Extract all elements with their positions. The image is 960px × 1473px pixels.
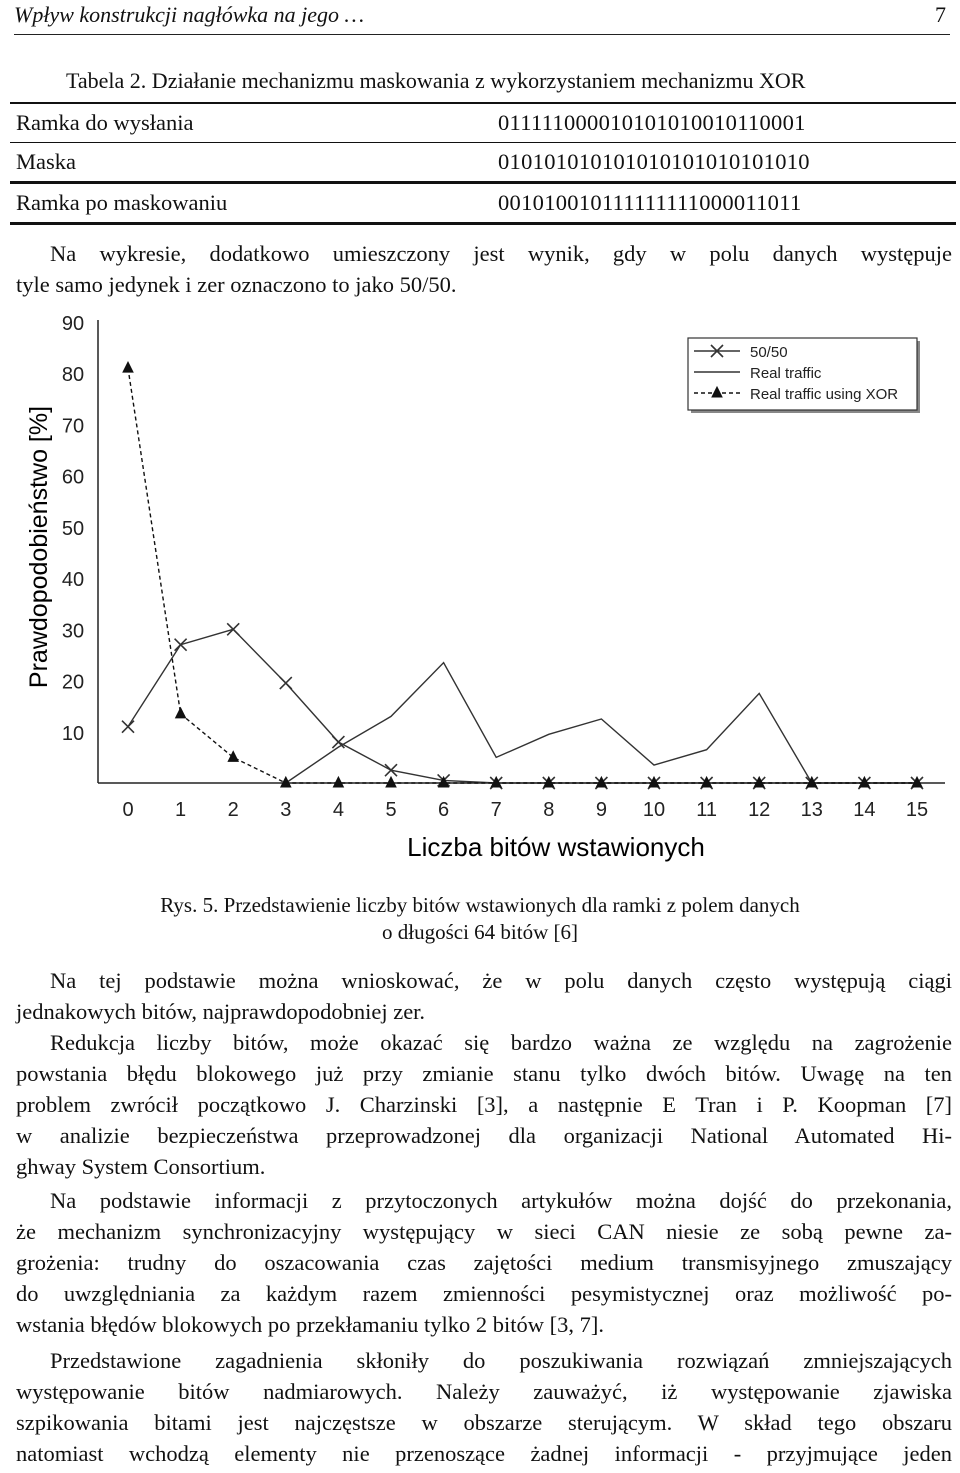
paragraph-line: Redukcja liczby bitów, może okazać się bardzo ważna ze względu na zagrożenie	[50, 1030, 952, 1055]
bit-stuffing-chart	[0, 300, 960, 868]
body-paragraph	[16, 965, 952, 1027]
x-tick-label: 3	[280, 799, 292, 821]
x-tick-label: 10	[642, 799, 666, 821]
y-tick-label: 70	[61, 415, 85, 438]
legend-label: 50/50	[750, 344, 788, 361]
legend-label: Real traffic	[750, 365, 822, 382]
y-tick-label: 80	[61, 364, 85, 387]
paragraph-line: powstania błędu blokowego już przy zmianie stanu tylko dwóch bitów. Uwagę na ten	[16, 1061, 952, 1086]
table-row-label: Ramka do wysłania	[16, 110, 194, 135]
data-point-triangle	[123, 362, 133, 372]
paragraph-line: występowanie bitów nadmiarowych. Należy zauważyć, iż występowanie zjawiska	[16, 1379, 952, 1404]
x-axis-label: Liczba bitów wstawionych	[407, 832, 705, 862]
data-point-x	[122, 721, 134, 733]
table-row-label: Maska	[16, 149, 76, 174]
table-row	[10, 143, 956, 184]
x-tick-label: 12	[748, 799, 771, 821]
figure-caption-line: Rys. 5. Przedstawienie liczby bitów wstawionych dla ramki z polem danych	[160, 893, 800, 917]
figure-caption	[0, 892, 960, 946]
paragraph-line: natomiast wchodzą elementy nie przenoszące żadnej informacji - przyjmujące jeden	[16, 1441, 952, 1466]
data-point-triangle	[439, 777, 449, 787]
running-header	[14, 0, 950, 35]
data-point-x	[280, 677, 292, 689]
y-tick-label: 30	[61, 620, 85, 643]
x-tick-label: 9	[595, 799, 607, 821]
x-tick-label: 6	[438, 799, 450, 821]
paragraph-line: Przedstawione zagadnienia skłoniły do poszukiwania rozwiązań zmniejszających	[50, 1348, 952, 1373]
x-tick-label: 2	[227, 799, 239, 821]
body-paragraph	[16, 1345, 952, 1469]
xor-masking-table	[10, 102, 956, 225]
paragraph-line: Na tej podstawie można wnioskować, że w polu danych często występują ciągi	[50, 968, 952, 993]
y-tick-label: 50	[61, 517, 85, 540]
x-tick-labels	[122, 799, 928, 821]
paragraph-line: tyle samo jedynek i zer oznaczono to jako 50/50.	[16, 272, 457, 297]
body-paragraph	[16, 1027, 952, 1182]
x-tick-label: 4	[332, 799, 344, 821]
data-point-x	[385, 764, 397, 776]
paragraph-line: problem zwrócił początkowo J. Charzinski [3], a następnie E Tran i P. Koopman [7]	[16, 1092, 952, 1117]
y-tick-label: 60	[61, 466, 85, 489]
x-tick-label: 5	[385, 799, 397, 821]
x-tick-label: 0	[122, 799, 134, 821]
table-row-value: 010101010101010101010101010	[498, 149, 810, 174]
paragraph-line: w analizie bezpieczeństwa przeprowadzonej dla organizacji National Automated Hi-	[16, 1123, 952, 1148]
paragraph-line: ghway System Consortium.	[16, 1154, 266, 1179]
legend-label: Real traffic using XOR	[750, 386, 899, 403]
y-tick-label: 10	[61, 722, 85, 745]
data-point-triangle	[228, 751, 238, 761]
series-line	[128, 368, 917, 783]
table-row-label: Ramka po maskowaniu	[16, 190, 228, 215]
running-header-title: Wpływ konstrukcji nagłówka na jego …	[14, 2, 365, 27]
series-50-50	[122, 623, 923, 789]
data-point-x	[332, 736, 344, 748]
y-tick-label: 20	[61, 671, 85, 694]
data-point-triangle	[333, 777, 343, 787]
series-real-traffic-using-xor	[123, 362, 922, 787]
chart-legend	[688, 338, 920, 413]
y-tick-labels	[62, 313, 84, 745]
page-number: 7	[935, 2, 946, 27]
paragraph-line: jednakowych bitów, najprawdopodobniej zer.	[16, 999, 426, 1024]
data-point-triangle	[386, 777, 396, 787]
data-point-x	[227, 623, 239, 635]
paragraph-line: szpikowania bitami jest najczęstsze w obszarze sterującym. W skład tego obszaru	[16, 1410, 952, 1435]
x-tick-label: 13	[800, 799, 823, 821]
x-tick-label: 14	[853, 799, 876, 821]
x-tick-label: 7	[490, 799, 502, 821]
x-tick-label: 1	[175, 799, 187, 821]
intro-paragraph	[16, 238, 952, 300]
x-tick-label: 15	[905, 799, 929, 821]
body-paragraph	[16, 1185, 952, 1340]
y-tick-label: 90	[61, 313, 85, 335]
table-row-value: 011111000010101010010110001	[498, 110, 806, 135]
y-axis-label: Prawdopodobieństwo [%]	[25, 405, 53, 689]
table-row-value: 001010010111111111000011011	[498, 190, 802, 215]
paragraph-line: Na wykresie, dodatkowo umieszczony jest wynik, gdy w polu danych występuje	[50, 241, 952, 266]
paragraph-line: do uwzględniania za każdym razem zmienności pesymistycznej oraz możliwość po-	[16, 1281, 952, 1306]
x-tick-label: 8	[543, 799, 555, 821]
figure-caption-line: o długości 64 bitów [6]	[382, 920, 578, 944]
y-tick-label: 40	[61, 569, 85, 592]
chart-series	[122, 362, 923, 789]
table-caption: Tabela 2. Działanie mechanizmu maskowania z wykorzystaniem mechanizmu XOR	[66, 68, 806, 93]
paragraph-line: Na podstawie informacji z przytoczonych artykułów można dojść do przekonania,	[50, 1188, 952, 1213]
x-tick-label: 11	[696, 799, 717, 821]
data-point-triangle	[176, 708, 186, 718]
paragraph-line: wstania błędów blokowych po przekłamaniu tylko 2 bitów [3, 7].	[16, 1312, 605, 1337]
table-row	[10, 104, 956, 143]
table-row	[10, 184, 956, 222]
paragraph-line: że mechanizm synchronizacyjny występujący w sieci CAN niesie ze sobą pewne za-	[16, 1219, 952, 1244]
data-point-x	[175, 639, 187, 651]
paragraph-line: grożenia: trudny do oszacowania czas zajętości medium transmisyjnego zmuszający	[16, 1250, 952, 1275]
